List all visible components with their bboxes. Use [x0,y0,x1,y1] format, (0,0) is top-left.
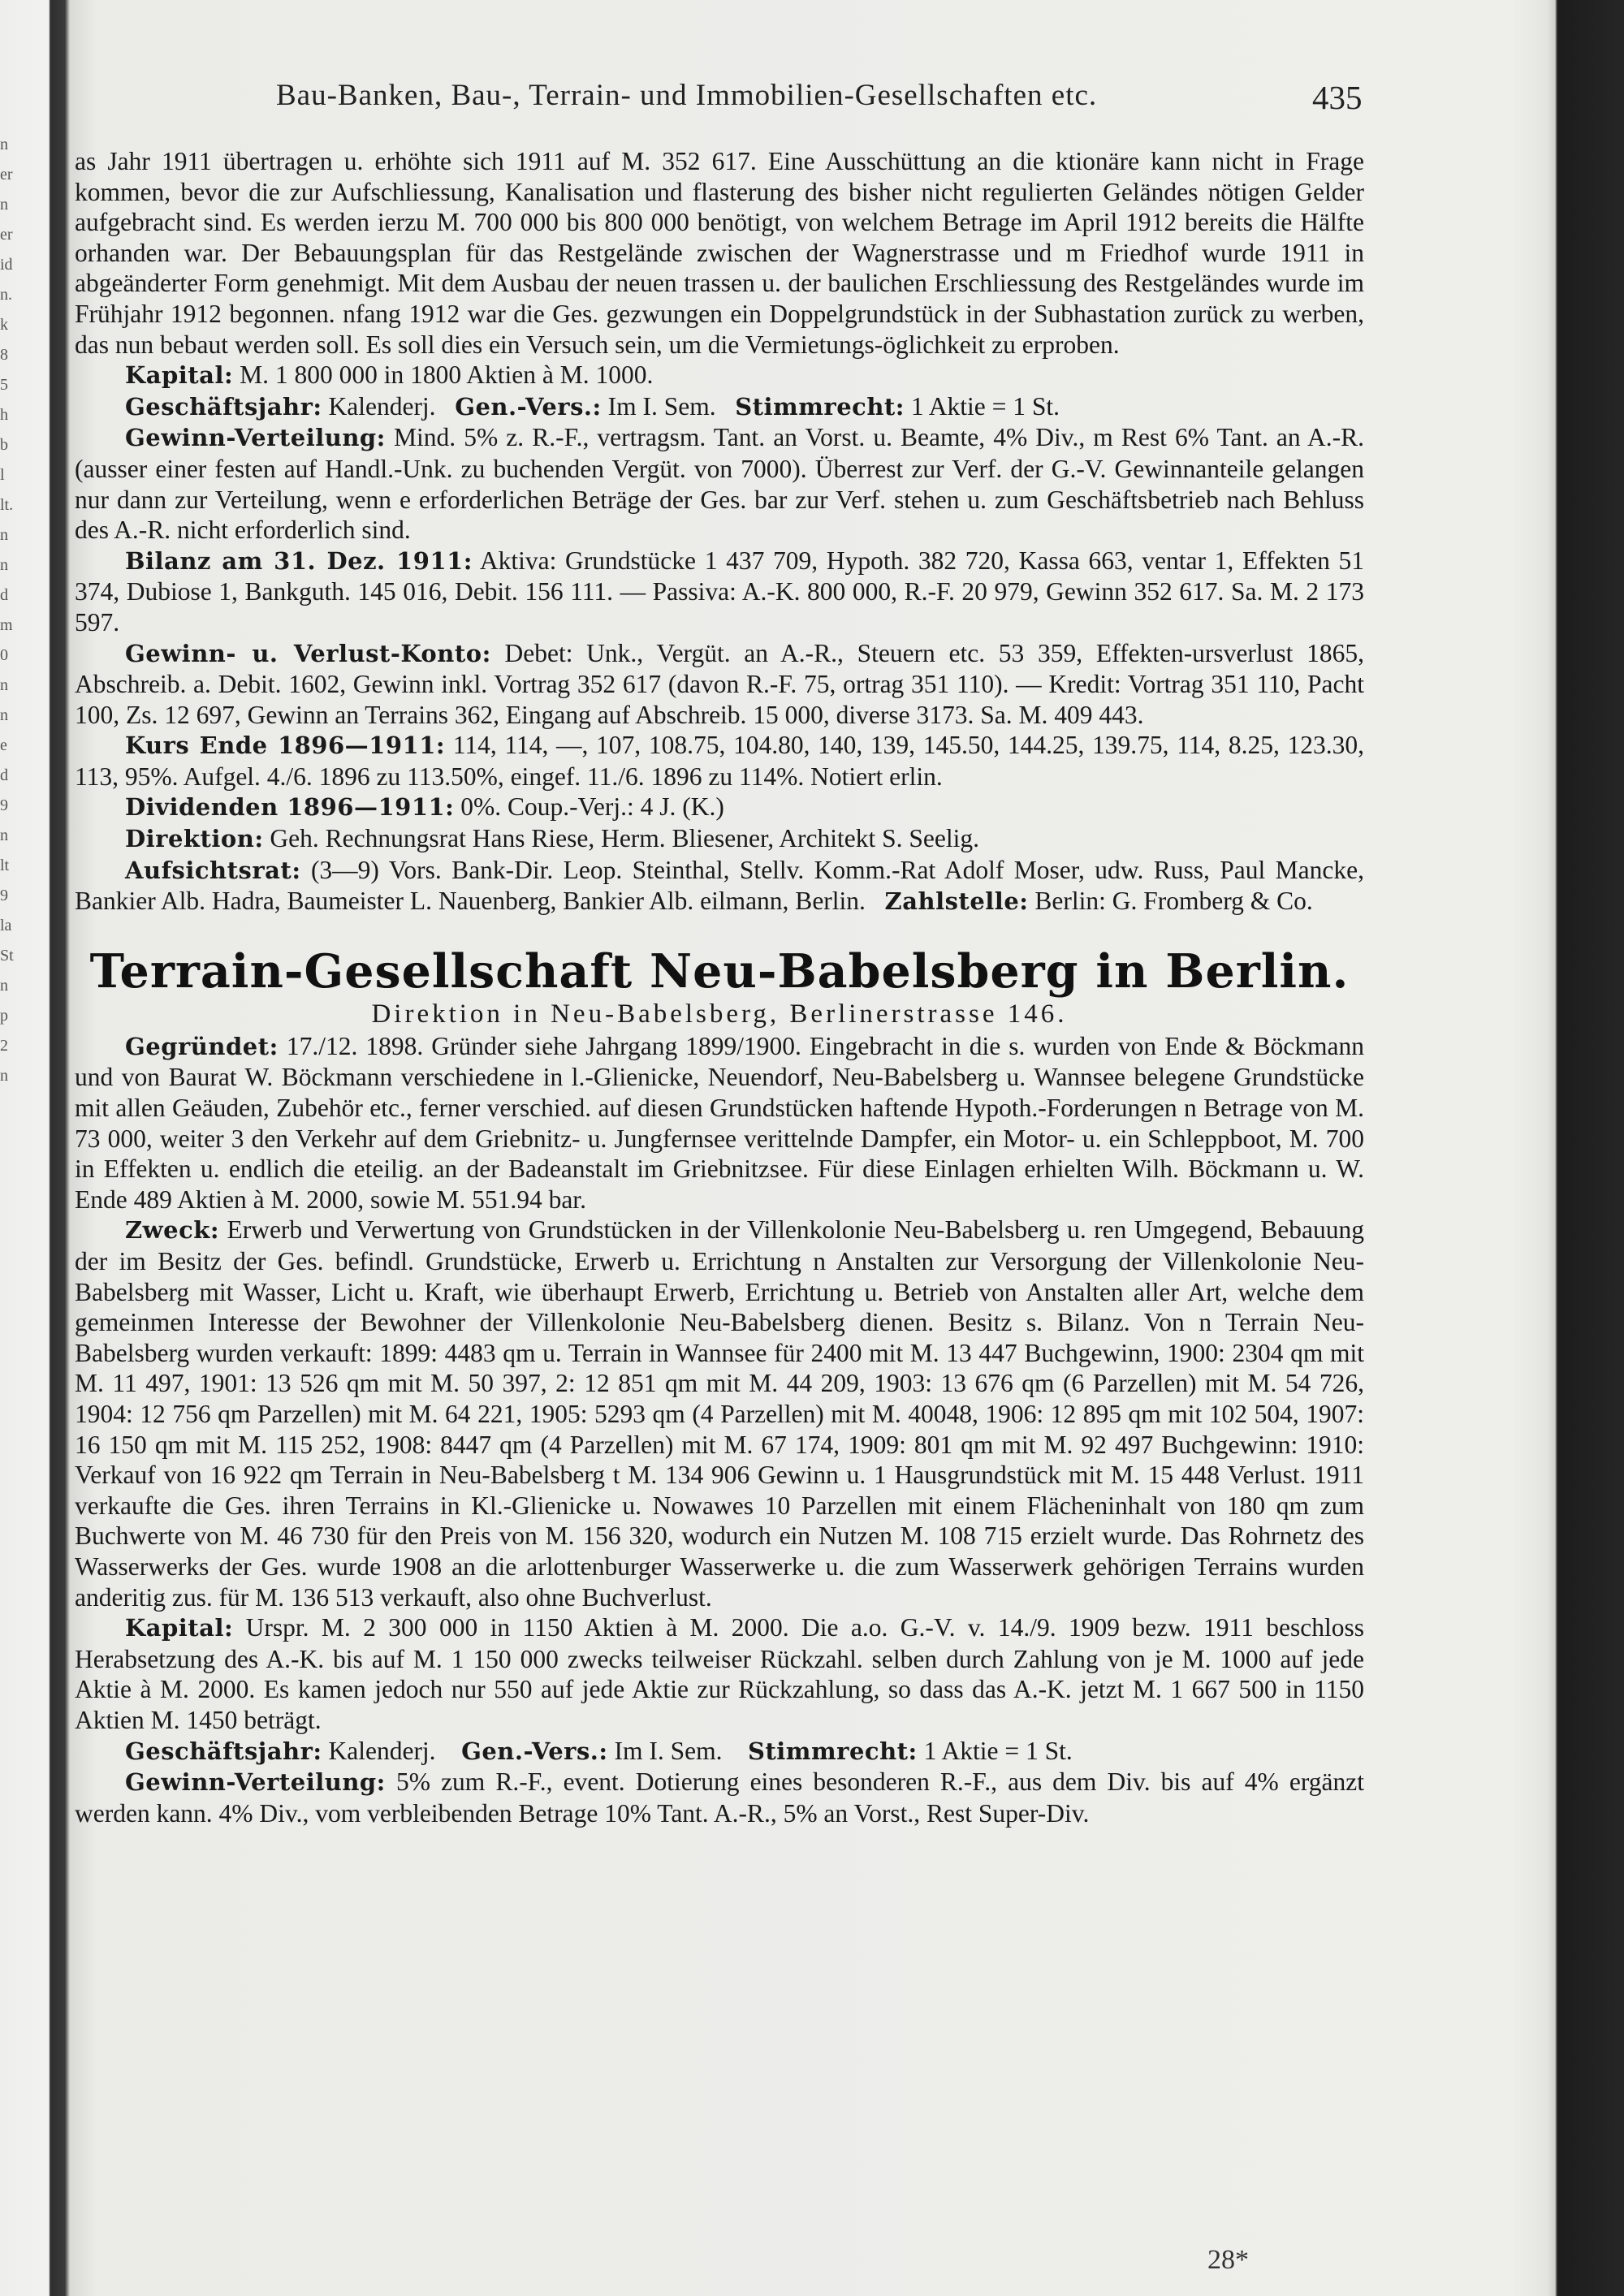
margin-fragment: 0 [0,646,8,664]
margin-fragment: lt [0,857,10,874]
entry-kapital: Kapital: M. 1 800 000 in 1800 Aktien à M. 1000. [125,360,654,390]
entry-gewinn-verlust-konto: Gewinn- u. Verlust-Konto: Debet: Unk., Vergüt. an A.-R., Steuern etc. 53 359, Effekten-ursverlust 1865, Abschreib. a. Debit. 1602, Gewinn inkl. Vortrag 352 617 (davon R.-F. 75, ortrag 351 110). — Kredit: Vortrag 351 110, Pacht 100, Zs. 12 697, Gewinn an Terrains 362, Eingang auf Abschreib. 15 000, diverse 3173. Sa. M. 409 443. [75,638,1364,729]
margin-fragment: n. [0,286,12,304]
body-text [75,146,1364,1828]
entry-geschaeftsjahr-2: Geschäftsjahr: Kalenderj. Gen.-Vers.: Im I. Sem. Stimmrecht: 1 Aktie = 1 St. [125,1736,1073,1765]
entry-aufsichtsrat: Aufsichtsrat: (3—9) Vors. Bank-Dir. Leop. Steinthal, Stellv. Komm.-Rat Adolf Moser, udw. Russ, Paul Mancke, Bankier Alb. Hadra, Baumeister L. Nauenberg, Bankier Alb. eilmann, Berlin. Zahlstelle: Berlin: G. Fromberg & Co. [75,855,1364,916]
margin-fragment: e [0,736,7,754]
margin-fragment: d [0,586,8,604]
margin-fragment: k [0,316,8,334]
margin-fragment: n [0,526,8,544]
margin-fragment: h [0,406,8,424]
margin-fragment: n [0,196,8,214]
margin-fragment: m [0,616,13,634]
margin-fragment: n [0,556,8,574]
margin-fragment: 2 [0,1037,8,1055]
margin-fragment: id [0,256,13,274]
margin-fragment: 8 [0,346,8,364]
company-title: Terrain-Gesellschaft Neu-Babelsberg in Berlin. [89,943,1350,999]
margin-fragment: 9 [0,796,8,814]
margin-fragment: n [0,676,8,694]
entry-zweck: Zweck: Erwerb und Verwertung von Grundstücken in der Villenkolonie Neu-Babelsberg u. ren Umgegend, Bebauung der im Besitz der Ges. befindl. Grundstücke, Erwerb u. Errichtung n Anstalten zur Versorgung der Villenkolonie Neu-Babelsberg mit Wasser, Licht u. Kraft, wie überhaupt Erwerb, Errichtung u. Betrieb von Anstalten aller Art, welche dem gemeinmen Interesse der Bewohner der Villenkolonie Neu-Babelsberg dienen. Besitz s. Bilanz. Von n Terrain Neu-Babelsberg wurden verkauft: 1899: 4483 qm u. Terrain in Wannsee für 2400 mit M. 13 447 Buchgewinn, 1900: 2304 qm mit M. 11 497, 1901: 13 526 qm mit M. 50 397, 2: 12 851 qm mit M. 44 209, 1903: 13 676 qm (6 Parzellen) mit M. 54 726, 1904: 12 756 qm Parzellen) mit M. 64 221, 1905: 5293 qm (4 Parzellen) mit M. 40048, 1906: 12 895 qm mit 102 504, 1907: 16 150 qm mit M. 115 252, 1908: 8447 qm (4 Parzellen) mit M. 67 174, 1909: 801 qm mit M. 92 497 Buchgewinn: 1910: Verkauf von 16 922 qm Terrain in Neu-Babelsberg t M. 134 906 Gewinn u. 1 Hausgrundstück mit M. 15 448 Verlust. 1911 verkaufte die Ges. ihren Terrains in Kl.-Glienicke u. Nowawes 10 Parzellen mit einem Flächeninhalt von 180 qm zum Buchwerte von M. 46 730 für den Preis von M. 156 320, wodurch ein Nutzen M. 108 715 erzielt wurde. Das Rohrnetz des Wasserwerks der Ges. wurde 1908 an die arlottenburger Wasserwerke u. die zum Wasserwerk gehörigen Terrains wurden anderitig zus. für M. 136 513 verkauft, also ohne Buchverlust. [75,1215,1364,1612]
book-page [75,0,1544,2296]
margin-fragment: er [0,226,13,244]
margin-fragment: lt. [0,496,14,514]
continuation-paragraph: as Jahr 1911 übertragen u. erhöhte sich 1911 auf M. 352 617. Eine Ausschüttung an die ktionäre kann nicht in Frage kommen, bevor die zur Aufschliessung, Kanalisation und flasterung des bisher nicht regulierten Geländes nötigen Gelder aufgebracht sind. Es werden ierzu M. 700 000 bis 800 000 benötigt, von welchem Betrage im April 1912 bereits die Hälfte orhanden war. Der Bebauungsplan für das Restgelände zwischen der Wagnerstrasse und m Friedhof wurde 1911 in abgeänderter Form genehmigt. Mit dem Ausbau der neuen trassen u. der baulichen Erschliessung des Restgeländes wurde im Frühjahr 1912 begonnen. nfang 1912 war die Ges. gezwungen ein Doppelgrundstück in der Subhastation zurück zu werben, das nun bebaut werden soll. Es soll dies ein Versuch sein, um die Vermietungs-öglichkeit zu erproben. [75,147,1364,359]
entry-geschaeftsjahr: Geschäftsjahr: Kalenderj. Gen.-Vers.: Im I. Sem. Stimmrecht: 1 Aktie = 1 St. [125,391,1060,421]
margin-fragment: p [0,1007,8,1025]
entry-kurs: Kurs Ende 1896—1911: 114, 114, —, 107, 108.75, 104.80, 140, 139, 145.50, 144.25, 139.75, 114, 8.25, 123.30, 113, 95%. Aufgel. 4./6. 1896 zu 113.50%, eingef. 11./6. 1896 zu 114%. Notiert erlin. [75,731,1365,791]
margin-fragment: er [0,166,13,183]
margin-fragment: n [0,826,8,844]
running-header: Bau-Banken, Bau-, Terrain- und Immobilien-Gesellschaften etc. [276,79,1098,112]
margin-fragment: la [0,917,12,934]
entry-dividenden: Dividenden 1896—1911: 0%. Coup.-Verj.: 4 J. (K.) [125,792,724,822]
margin-fragment: 5 [0,376,8,394]
entry-bilanz: Bilanz am 31. Dez. 1911: Aktiva: Grundstücke 1 437 709, Hypoth. 382 720, Kassa 663, ventar 1, Effekten 51 374, Dubiose 1, Bankguth. 145 016, Debit. 156 111. — Passiva: A.-K. 800 000, R.-F. 20 979, Gewinn 352 617. Sa. M. 2 173 597. [75,546,1364,637]
entry-gewinn-verteilung: Gewinn-Verteilung: Mind. 5% z. R.-F., vertragsm. Tant. an Vorst. u. Beamte, 4% Div., m Rest 6% Tant. an A.-R. (ausser einer festen auf Handl.-Unk. zu buchenden Vergüt. von 7000). Überrest zur Verf. der G.-V. Gewinnanteile gelangen nur dann zur Verteilung, wenn e erforderlichen Beträge der Ges. bar zur Verf. stehen u. zum Geschäftsbetrieb nach Behluss des A.-R. nicht erforderlich sind. [75,423,1364,545]
margin-fragment: 9 [0,887,8,904]
margin-fragment: n [0,977,8,995]
margin-fragment: n [0,1067,8,1085]
entry-gewinn-verteilung-2: Gewinn-Verteilung: 5% zum R.-F., event. Dotierung eines besonderen R.-F., aus dem Div. bis auf 4% ergänzt werden kann. 4% Div., vom verbleibenden Betrage 10% Tant. A.-R., 5% an Vorst., Rest Super-Div. [75,1767,1364,1828]
entry-gegruendet: Gegründet: 17./12. 1898. Gründer siehe Jahrgang 1899/1900. Eingebracht in die s. wurden von Ende & Böckmann und von Baurat W. Böckmann verschiedene in l.-Glienicke, Neuendorf, Neu-Babelsberg u. Wannsee belegene Grundstücke mit allen Geäuden, Zubehör etc., ferner verschied. auf diesen Grundstücken haftende Hypoth.-Forderungen n Betrage von M. 73 000, weiter 3 den Verkehr auf dem Griebnitz- u. Jungfernsee verittelnde Dampfer, ein Motor- u. ein Schleppboot, M. 700 in Effekten u. endlich die eteilig. an der Badeanstalt im Griebnitzsee. Für diese Einlagen erhielten Wilh. Böckmann u. W. Ende 489 Aktien à M. 2000, sowie M. 551.94 bar. [75,1031,1364,1214]
page-number: 435 [1312,79,1363,116]
entry-direktion: Direktion: Geh. Rechnungsrat Hans Riese, Herm. Bliesener, Architekt S. Seelig. [125,824,979,853]
entry-kapital-2: Kapital: Urspr. M. 2 300 000 in 1150 Aktien à M. 2000. Die a.o. G.-V. v. 14./9. 1909 bezw. 1911 beschloss Herabsetzung des A.-K. bis auf M. 1 150 000 zwecks teilweiser Rückzahl. selben durch Zahlung von je M. 1000 auf jede Aktie à M. 2000. Es kamen jedoch nur 550 auf jede Aktie zur Rückzahlung, so dass das A.-K. jetzt M. 1 667 500 in 1150 Aktien M. 1450 beträgt. [75,1613,1365,1734]
margin-fragment: St [0,947,14,965]
margin-fragment: n [0,706,8,724]
margin-fragment: d [0,766,8,784]
margin-fragment: b [0,436,8,454]
company-subtitle: Direktion in Neu-Babelsberg, Berlinerstrasse 146. [371,999,1068,1029]
margin-fragment: n [0,136,8,153]
left-margin-bleed-through [0,130,47,1754]
margin-fragment: l [0,466,5,484]
signature-mark: 28* [1207,2245,1249,2275]
